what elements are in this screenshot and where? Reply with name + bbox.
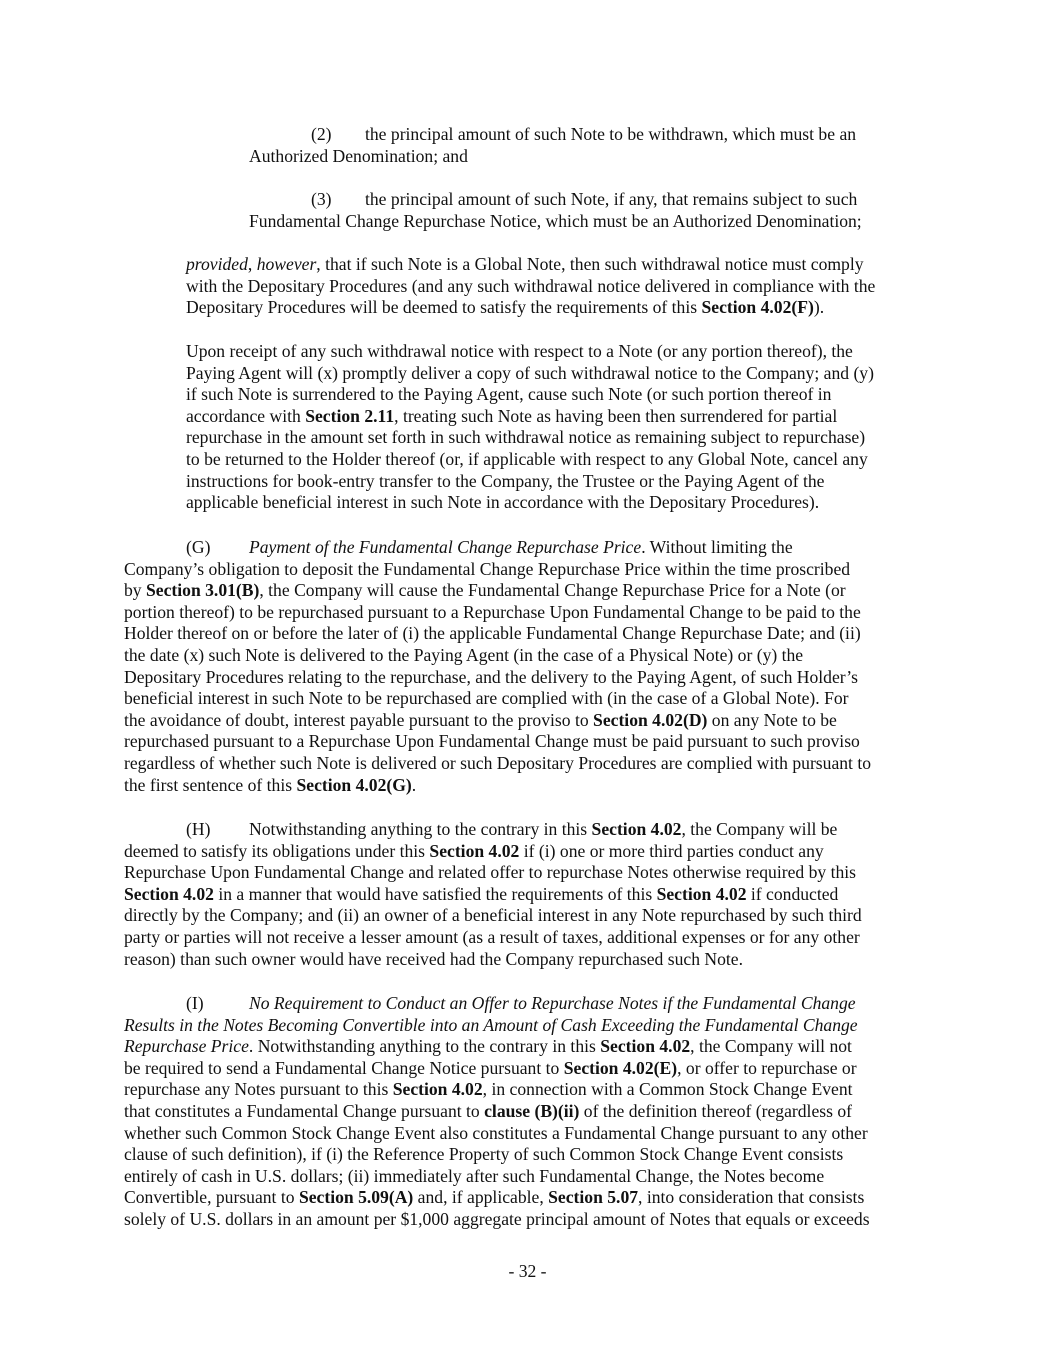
text-run: solely of U.S. dollars in an amount per $1,000 aggregate principal amount of Notes that equals or exceeds (124, 1208, 870, 1229)
text-run: Depositary Procedures relating to the repurchase, and the delivery to the Paying Agent, of such Holder’s (124, 666, 859, 687)
text-run: Authorized Denomination; and (249, 145, 468, 166)
text-run: Fundamental Change Repurchase Notice, which must be an Authorized Denomination; (249, 210, 862, 231)
page-number: - 32 - (508, 1261, 547, 1281)
text-run: Upon receipt of any such withdrawal notice with respect to a Note (or any portion thereof), the (186, 341, 853, 361)
text-run: Section 4.02(D) (593, 709, 708, 730)
text-run: however (256, 254, 317, 274)
text-run: by (124, 580, 146, 601)
text-run: if conducted (746, 883, 839, 904)
text-run: , (247, 254, 257, 274)
text-run: the principal amount of such Note, if any, that remains subject to such (365, 189, 858, 209)
text-run: and, if applicable, (413, 1187, 549, 1208)
text-run: party or parties will not receive a lesser amount (as a result of taxes, additional expenses or for any other (124, 926, 860, 947)
text-run: , the Company will cause the Fundamental Change Repurchase Price for a Note (or (259, 580, 846, 601)
text-run: Section 4.02(F) (701, 297, 814, 318)
text-run: clause (B)(ii) (484, 1100, 580, 1121)
text-run: Company’s obligation to deposit the Fundamental Change Repurchase Price within the time proscribed (124, 558, 851, 579)
text-run: the principal amount of such Note to be withdrawn, which must be an (365, 124, 857, 144)
text-run: Section 4.02 (600, 1036, 691, 1057)
text-run: , into consideration that consists (638, 1187, 865, 1208)
text-run: Results in the Notes Becoming Convertible into an Amount of Cash Exceeding the Fundamental Change (124, 1014, 858, 1035)
section-g-label: (G) (186, 537, 211, 557)
text-run: repurchase in the amount set forth in such withdrawal notice as remaining subject to repurchase) (186, 427, 866, 448)
text-run: deemed to satisfy its obligations under this (124, 840, 430, 861)
text-run: , treating such Note as having been then surrendered for partial (394, 405, 838, 426)
section-g-paragraph (124, 537, 871, 796)
text-run: Depositary Procedures will be deemed to satisfy the requirements of this (186, 297, 702, 318)
text-run: ). (813, 297, 825, 318)
text-run: the first sentence of this (124, 774, 297, 795)
text-run: Section 4.02(E) (563, 1057, 678, 1078)
item-2-label: (2) (311, 124, 332, 144)
text-run: the avoidance of doubt, interest payable pursuant to the proviso to (124, 709, 594, 730)
text-run: in a manner that would have satisfied the requirements of this (213, 883, 657, 904)
text-run: Repurchase Upon Fundamental Change and related offer to repurchase Notes otherwise required by this (124, 862, 857, 883)
list-item-2 (249, 124, 856, 167)
text-run: Paying Agent will (x) promptly deliver a copy of such withdrawal notice to the Company; and (y) (186, 362, 874, 383)
text-run: Section 4.02 (591, 819, 682, 839)
text-run: portion thereof) to be repurchased pursuant to a Repurchase Upon Fundamental Change to be paid to the (124, 601, 861, 622)
text-run: Convertible, pursuant to (124, 1187, 299, 1208)
section-g-heading: Payment of the Fundamental Change Repurchase Price (249, 537, 642, 557)
text-run: Notwithstanding anything to the contrary in this (249, 819, 592, 839)
text-run: , in connection with a Common Stock Change Event (482, 1079, 853, 1100)
section-h-paragraph (124, 819, 862, 970)
section-h-label: (H) (186, 819, 211, 839)
text-run: Section 4.02 (429, 840, 520, 861)
text-run: accordance with (186, 405, 306, 426)
text-run: Section 3.01(B) (146, 580, 260, 601)
text-run: to be returned to the Holder thereof (or, if applicable with respect to any Global Note, cancel any (186, 448, 868, 469)
text-run: whether such Common Stock Change Event also constitutes a Fundamental Change pursuant to any other (124, 1122, 868, 1143)
section-i-heading: No Requirement to Conduct an Offer to Repurchase Notes if the Fundamental Change (249, 993, 856, 1013)
text-run: Section 4.02 (392, 1079, 483, 1100)
text-run: that constitutes a Fundamental Change pursuant to (124, 1100, 485, 1121)
text-run: beneficial interest in such Note to be repurchased are complied with (in the case of a Global Note). For (124, 688, 849, 709)
text-run: , the Company will be (681, 819, 838, 839)
text-run: if such Note is surrendered to the Paying Agent, cause such Note (or such portion thereof in (186, 384, 832, 405)
text-run: the date (x) such Note is delivered to the Paying Agent (in the case of a Physical Note) or (y) the (124, 644, 804, 665)
text-run: . Notwithstanding anything to the contrary in this (248, 1036, 601, 1057)
text-run: clause of such definition), if (i) the Reference Property of such Common Stock Change Event consists (124, 1144, 844, 1165)
text-run: , the Company will not (690, 1036, 852, 1057)
section-i-label: (I) (186, 993, 204, 1013)
text-run: regardless of whether such Note is delivered or such Depositary Procedures are complied with pursuant to (124, 752, 872, 773)
text-run: entirely of cash in U.S. dollars; (ii) immediately after such Fundamental Change, the Notes become (124, 1165, 825, 1186)
text-run: Section 4.02 (656, 883, 747, 904)
item-3-label: (3) (311, 189, 332, 209)
text-run: Section 4.02 (124, 883, 214, 904)
list-item-3 (249, 189, 862, 232)
text-run: , that if such Note is a Global Note, then such withdrawal notice must comply (316, 254, 864, 274)
text-run: Section 4.02(G) (296, 774, 412, 795)
text-run: Section 5.07 (548, 1187, 639, 1208)
text-run: Holder thereof on or before the later of (i) the applicable Fundamental Change Repurchase Date; and (ii) (124, 623, 861, 644)
text-run: Section 5.09(A) (298, 1187, 414, 1208)
text-run: reason) than such owner would have received had the Company repurchased such Note. (124, 948, 743, 969)
withdrawal-paragraph (186, 341, 874, 514)
text-run: Repurchase Price (124, 1036, 249, 1057)
text-run: with the Depositary Procedures (and any such withdrawal notice delivered in compliance with the (186, 275, 876, 296)
section-i-paragraph (124, 993, 870, 1231)
text-run: on any Note to be (707, 709, 837, 730)
text-run: repurchase any Notes pursuant to this (124, 1079, 393, 1100)
text-run: be required to send a Fundamental Change Notice pursuant to (124, 1057, 564, 1078)
text-run: instructions for book-entry transfer to the Company, the Trustee or the Paying Agent of the (186, 470, 825, 491)
text-run: . (411, 774, 417, 795)
text-run: Section 2.11 (305, 405, 395, 426)
text-run: if (i) one or more third parties conduct any (519, 840, 824, 861)
proviso-paragraph (186, 254, 875, 319)
text-run: provided (186, 254, 248, 274)
text-run: of the definition thereof (regardless of (579, 1100, 853, 1121)
text-run: applicable beneficial interest in such Note in accordance with the Depositary Procedures). (186, 492, 820, 513)
text-run: , or offer to repurchase or (677, 1057, 857, 1078)
text-run: . Without limiting the (641, 537, 793, 557)
text-run: repurchased pursuant to a Repurchase Upon Fundamental Change must be paid pursuant to such proviso (124, 731, 860, 752)
text-run: directly by the Company; and (ii) an owner of a beneficial interest in any Note repurchased by such third (124, 905, 862, 926)
